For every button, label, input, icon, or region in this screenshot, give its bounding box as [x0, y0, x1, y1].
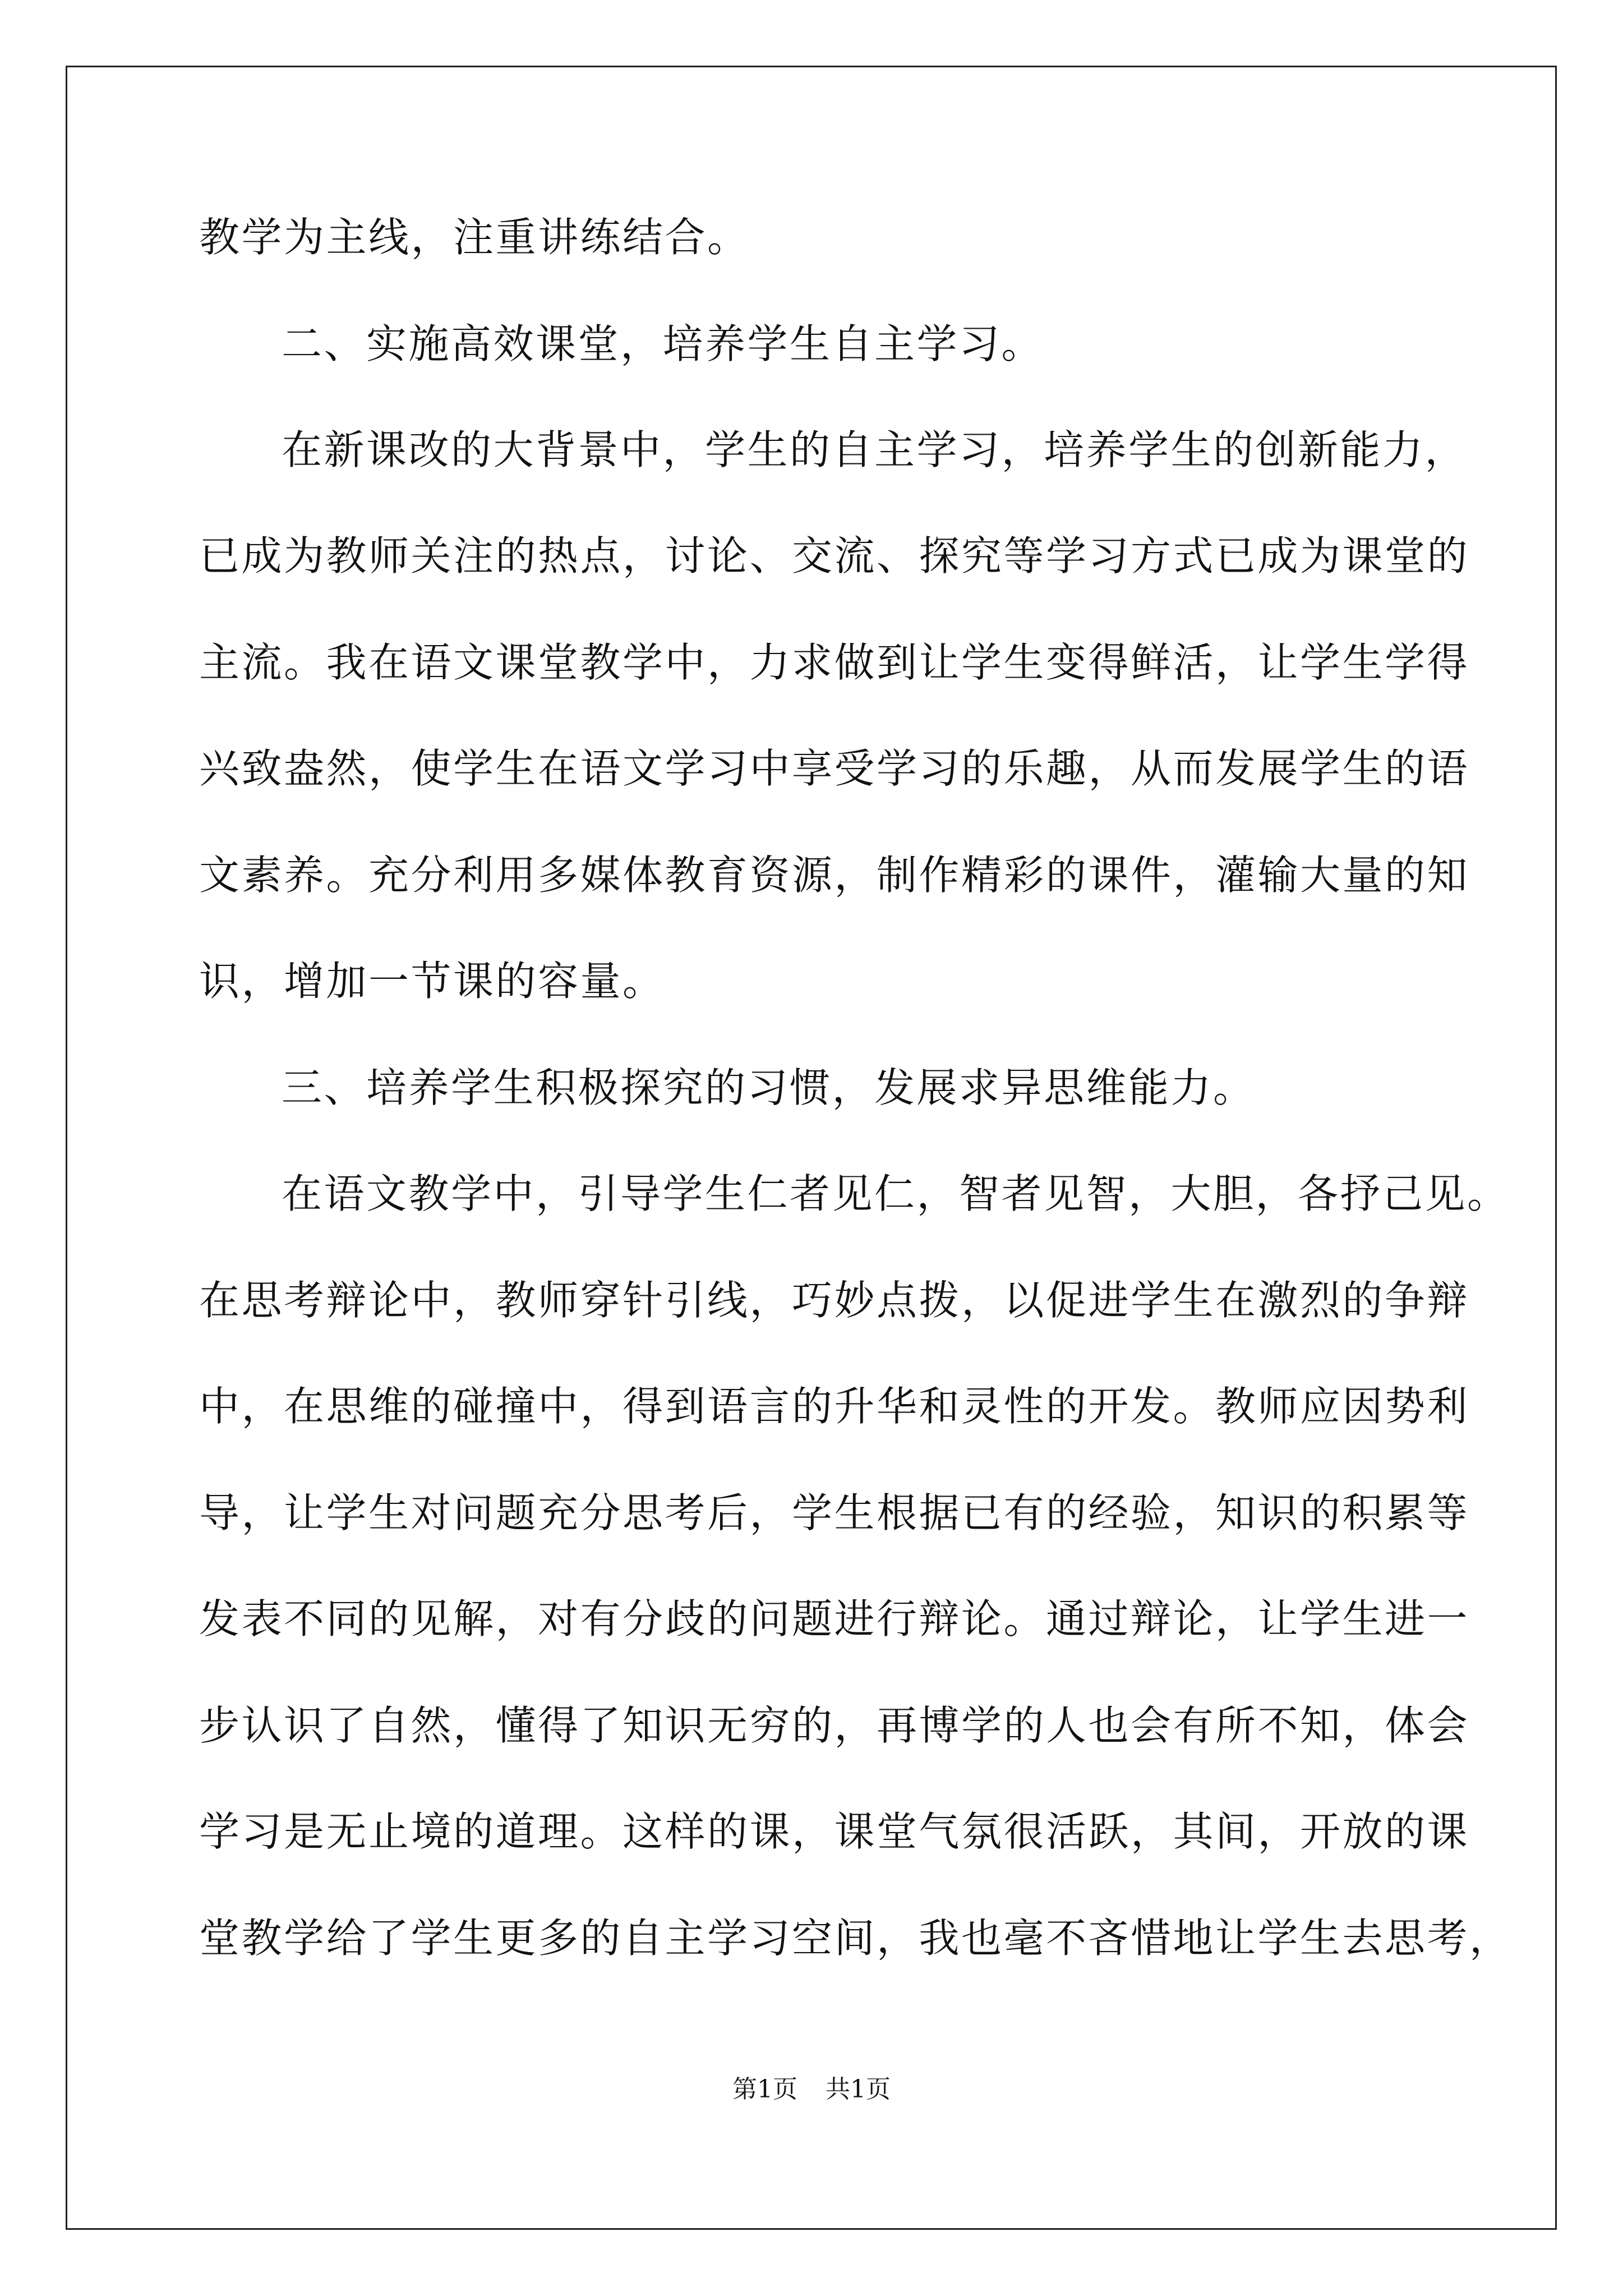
- page-border: [66, 66, 1557, 2230]
- page-footer: [0, 2073, 1623, 2106]
- text-line-1: 教学为主线，注重讲练结合。: [199, 214, 750, 261]
- text-line-12: 中，在思维的碰撞中，得到语言的升华和灵性的开发。教师应因势利: [199, 1383, 1470, 1430]
- text-line-5: 主流。我在语文课堂教学中，力求做到让学生变得鲜活，让学生学得: [199, 639, 1470, 686]
- text-line-6: 兴致盎然，使学生在语文学习中享受学习的乐趣，从而发展学生的语: [199, 745, 1470, 792]
- section-heading-3: 三、培养学生积极探究的习惯，发展求异思维能力。: [282, 1064, 1256, 1111]
- text-line-14: 发表不同的见解，对有分歧的问题进行辩论。通过辩论，让学生进一: [199, 1595, 1470, 1642]
- text-line-8: 识，增加一节课的容量。: [199, 958, 665, 1005]
- section-heading-2: 二、实施高效课堂，培养学生自主学习。: [282, 320, 1044, 367]
- text-line-3: 在新课改的大背景中，学生的自主学习，培养学生的创新能力，: [282, 426, 1468, 473]
- text-line-10: 在语文教学中，引导学生仁者见仁，智者见智，大胆，各抒己见。: [282, 1170, 1510, 1217]
- text-line-4: 已成为教师关注的热点，讨论、交流、探究等学习方式已成为课堂的: [199, 532, 1470, 579]
- text-line-7: 文素养。充分利用多媒体教育资源，制作精彩的课件，灌输大量的知: [199, 852, 1470, 899]
- text-line-11: 在思考辩论中，教师穿针引线，巧妙点拨，以促进学生在激烈的争辩: [199, 1277, 1470, 1324]
- page-total: 共1页: [826, 2075, 891, 2104]
- text-line-17: 堂教学给了学生更多的自主学习空间，我也毫不吝惜地让学生去思考，: [199, 1915, 1512, 1962]
- text-line-16: 学习是无止境的道理。这样的课，课堂气氛很活跃，其间，开放的课: [199, 1808, 1470, 1855]
- text-line-13: 导，让学生对问题充分思考后，学生根据已有的经验，知识的积累等: [199, 1489, 1470, 1536]
- page-number: 第1页: [732, 2075, 797, 2104]
- text-line-15: 步认识了自然，懂得了知识无穷的，再博学的人也会有所不知，体会: [199, 1702, 1470, 1749]
